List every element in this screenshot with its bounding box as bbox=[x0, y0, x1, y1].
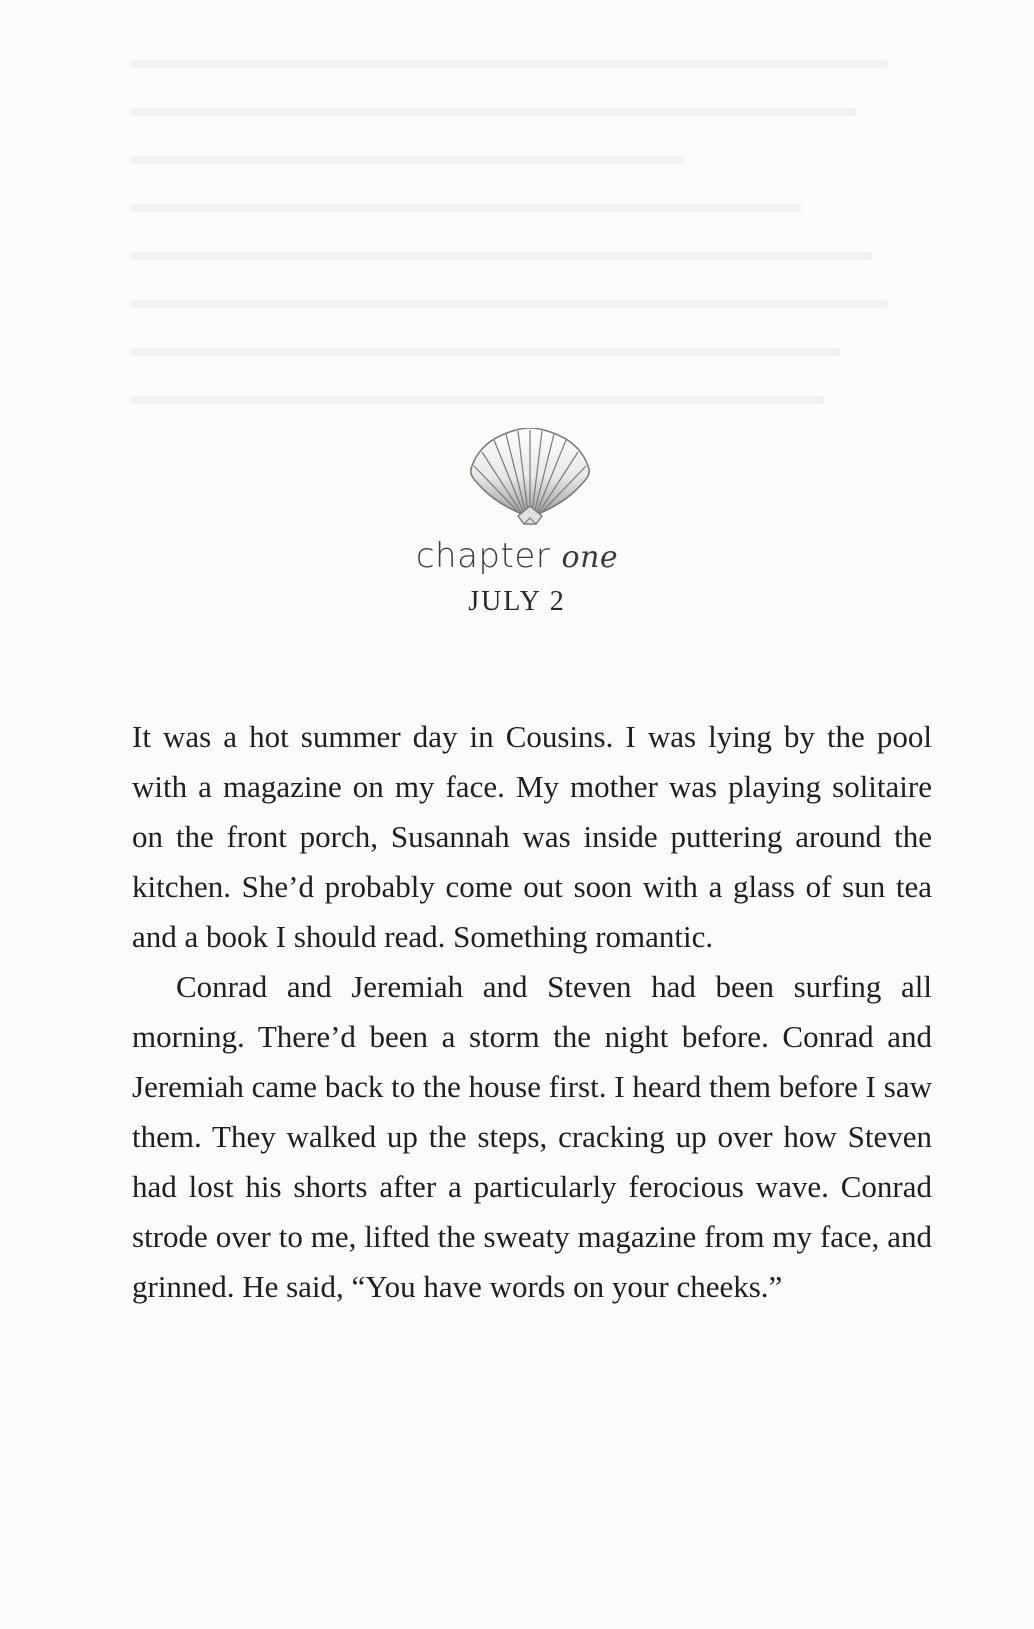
paragraph-2: Conrad and Jeremiah and Steven had been surfing all morning. There’d been a storm the night before. Conrad and Jeremiah came back to the house first. I heard them before I saw them. They walked up the steps, cracking up over how Steven had lost his shorts after a particularly ferocious wave. Conrad strode over to me, lifted the sweaty magazine from my face, and grinned. He said, “You have words on your cheeks.” bbox=[132, 969, 932, 1304]
chapter-number-word: one bbox=[561, 540, 619, 575]
scallop-shell-icon bbox=[466, 428, 594, 532]
chapter-label: chapter bbox=[415, 536, 551, 576]
chapter-heading bbox=[0, 536, 1034, 576]
chapter-date: JULY 2 bbox=[468, 586, 566, 617]
chapter-body bbox=[132, 712, 932, 1312]
show-through-text bbox=[130, 60, 920, 440]
paragraph-1: It was a hot summer day in Cousins. I was lying by the pool with a magazine on my face. My mother was playing solitaire on the front porch, Susannah was inside puttering around the kitchen. She’d probably come out soon with a glass of sun tea and a book I should read. Something romantic. bbox=[132, 719, 932, 954]
